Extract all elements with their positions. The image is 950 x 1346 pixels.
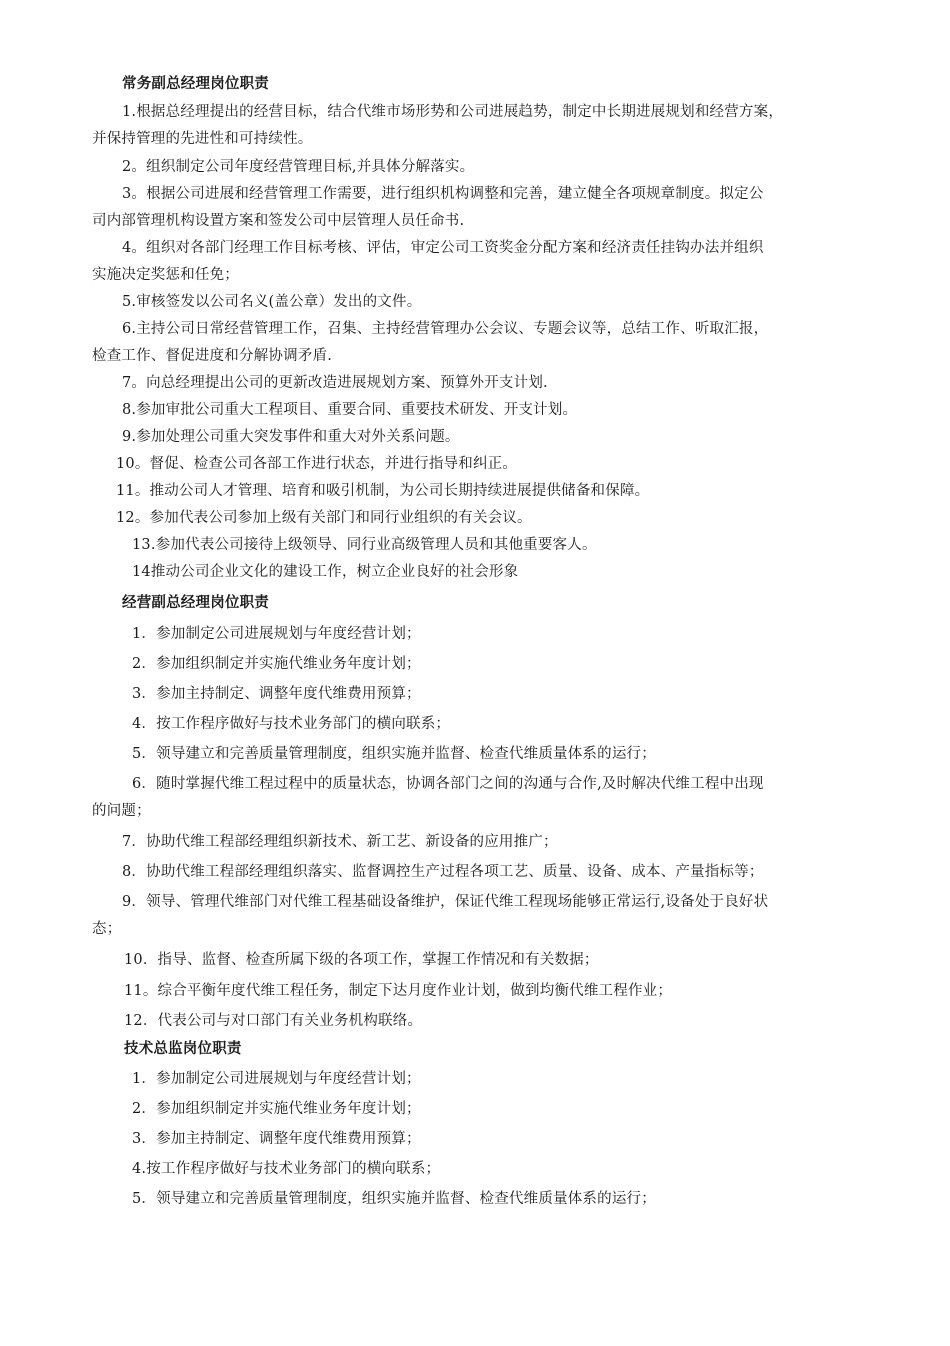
text-line: 2．参加组织制定并实施代维业务年度计划； — [132, 1101, 421, 1117]
text-line: 的问题； — [92, 803, 151, 819]
text-line: 9.参加处理公司重大突发事件和重大对外关系问题。 — [122, 429, 460, 445]
text-line: 10．指导、监督、检查所属下级的各项工作，掌握工作情况和有关数据； — [124, 952, 599, 968]
section-heading-technical-director: 技术总监岗位职责 — [124, 1041, 242, 1057]
text-line: 5．领导建立和完善质量管理制度，组织实施并监督、检查代维质量体系的运行； — [132, 746, 656, 762]
text-line: 1．参加制定公司进展规划与年度经营计划； — [132, 1071, 421, 1087]
text-line: 1.根据总经理提出的经营目标，结合代维市场形势和公司进展趋势，制定中长期进展规划和经营方案， — [122, 104, 784, 120]
text-line: 8.参加审批公司重大工程项目、重要合同、重要技术研发、开支计划。 — [122, 402, 578, 418]
text-line: 态； — [92, 921, 122, 937]
section-heading-executive-vp: 常务副总经理岗位职责 — [122, 76, 269, 92]
text-line: 4．按工作程序做好与技术业务部门的横向联系； — [132, 716, 451, 732]
text-line: 8．协助代维工程部经理组织落实、监督调控生产过程各项工艺、质量、设备、成本、产量指标等； — [122, 864, 764, 880]
text-line: 6.主持公司日常经营管理工作，召集、主持经营管理办公会议、专题会议等，总结工作、听取汇报， — [122, 321, 769, 337]
section-heading-operations-vp: 经营副总经理岗位职责 — [122, 595, 269, 611]
text-line: 10。督促、检查公司各部工作进行状态，并进行指导和纠正。 — [116, 456, 518, 472]
text-line: 1．参加制定公司进展规划与年度经营计划； — [132, 626, 421, 642]
text-line: 6．随时掌握代维工程过程中的质量状态，协调各部门之间的沟通与合作,及时解决代维工程中出现 — [132, 776, 764, 792]
text-line: 3．参加主持制定、调整年度代维费用预算； — [132, 1131, 421, 1147]
text-line: 2．参加组织制定并实施代维业务年度计划； — [132, 656, 421, 672]
text-line: 5.审核签发以公司名义(盖公章）发出的文件。 — [122, 294, 422, 310]
text-line: 2。组织制定公司年度经营管理目标,并具体分解落实。 — [122, 159, 475, 175]
text-line: 检查工作、督促进度和分解协调矛盾. — [92, 348, 333, 364]
text-line: 司内部管理机构设置方案和签发公司中层管理人员任命书. — [92, 213, 465, 229]
text-line: 并保持管理的先进性和可持续性。 — [92, 131, 313, 147]
text-line: 4。组织对各部门经理工作目标考核、评估，审定公司工资奖金分配方案和经济责任挂钩办法并组织 — [122, 240, 764, 256]
text-line: 7。向总经理提出公司的更新改造进展规划方案、预算外开支计划. — [122, 375, 548, 391]
text-line: 13.参加代表公司接待上级领导、同行业高级管理人员和其他重要客人。 — [132, 537, 597, 553]
text-line: 7．协助代维工程部经理组织新技术、新工艺、新设备的应用推广； — [122, 834, 558, 850]
text-line: 11。综合平衡年度代维工程任务，制定下达月度作业计划，做到均衡代维工程作业； — [124, 983, 673, 999]
text-line: 3。根据公司进展和经营管理工作需要，进行组织机构调整和完善，建立健全各项规章制度。拟定公 — [122, 186, 764, 202]
text-line: 5．领导建立和完善质量管理制度，组织实施并监督、检查代维质量体系的运行； — [132, 1191, 656, 1207]
text-line: 12．代表公司与对口部门有关业务机构联络。 — [124, 1013, 423, 1029]
text-line: 4.按工作程序做好与技术业务部门的横向联系； — [132, 1161, 441, 1177]
text-line: 实施决定奖惩和任免； — [92, 267, 239, 283]
text-line: 14推动公司企业文化的建设工作，树立企业良好的社会形象 — [132, 564, 519, 580]
text-line: 12。参加代表公司参加上级有关部门和同行业组织的有关会议。 — [116, 510, 532, 526]
text-line: 9．领导、管理代维部门对代维工程基础设备维护，保证代维工程现场能够正常运行,设备处于良好状 — [122, 894, 769, 910]
text-line: 3．参加主持制定、调整年度代维费用预算； — [132, 686, 421, 702]
text-line: 11。推动公司人才管理、培育和吸引机制，为公司长期持续进展提供储备和保障。 — [116, 483, 650, 499]
